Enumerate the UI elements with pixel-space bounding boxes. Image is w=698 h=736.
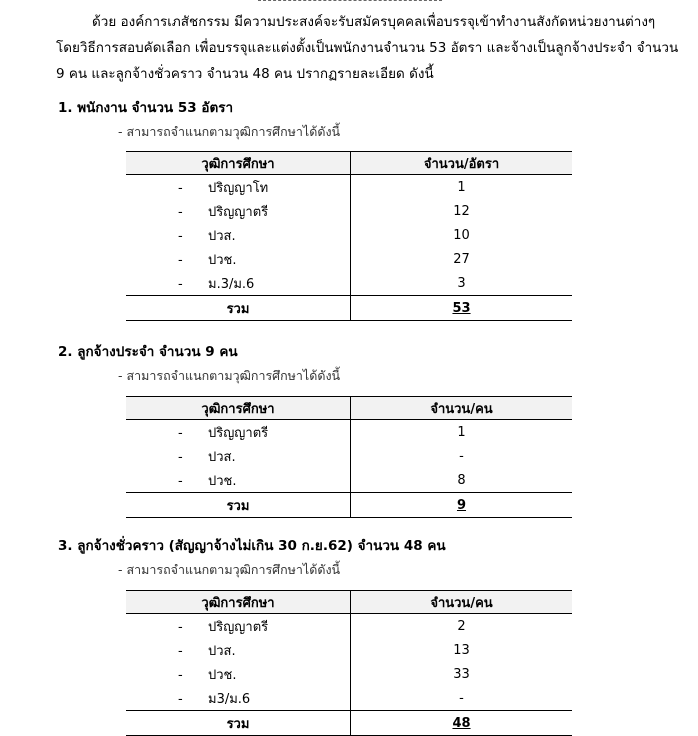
table-row: [126, 686, 572, 711]
row-dash: -: [178, 473, 183, 489]
col-header-qualification: วุฒิการศึกษา: [126, 152, 351, 175]
table-row: [126, 247, 572, 271]
row-level: ปริญญาตรี: [208, 619, 269, 635]
table-row: [126, 614, 572, 639]
total-row: [126, 711, 572, 736]
total-value: 53: [452, 300, 471, 316]
row-dash: -: [178, 449, 183, 465]
col-header-count: จำนวน/คน: [351, 591, 573, 614]
table-row: [126, 420, 572, 445]
row-dash: -: [178, 643, 183, 659]
intro-line-1: ด้วย องค์การเภสัชกรรม มีความประสงค์จะรับสมัครบุคคลเพื่อบรรจุเข้าทำงานสังกัดหน่วยงานต่างๆ: [92, 14, 656, 30]
table-row: [126, 444, 572, 468]
section-2-title: 2. ลูกจ้างประจำ จำนวน 9 คน: [58, 344, 238, 360]
row-dash: -: [178, 667, 183, 683]
total-row: [126, 296, 572, 321]
col-header-qualification: วุฒิการศึกษา: [126, 397, 351, 420]
row-dash: -: [178, 619, 183, 635]
row-count: 13: [453, 642, 470, 658]
total-label: รวม: [126, 493, 351, 518]
intro-line-2: โดยวิธีการสอบคัดเลือก เพื่อบรรจุและแต่งตั้งเป็นพนักงานจำนวน 53 อัตรา และจ้างเป็นลูกจ้างประจำ จำนวน: [56, 40, 679, 56]
table-row: [126, 175, 572, 200]
table-row: [126, 638, 572, 662]
table-row: [126, 271, 572, 296]
row-count: 12: [453, 203, 470, 219]
row-dash: -: [178, 276, 183, 292]
row-level: ปวส.: [208, 643, 236, 659]
row-count: 1: [457, 179, 466, 195]
section-3-table: [126, 590, 572, 736]
row-level: ปริญญาโท: [208, 180, 269, 196]
row-count: 33: [453, 666, 470, 682]
total-row: [126, 493, 572, 518]
row-level: ปริญญาตรี: [208, 204, 269, 220]
row-level: ม.3/ม.6: [208, 276, 255, 292]
row-level: ปริญญาตรี: [208, 425, 269, 441]
table-header-row: [126, 591, 572, 614]
section-1-title: 1. พนักงาน จำนวน 53 อัตรา: [58, 100, 234, 116]
table-header-row: [126, 397, 572, 420]
col-header-count: จำนวน/คน: [351, 397, 573, 420]
col-header-qualification: วุฒิการศึกษา: [126, 591, 351, 614]
table-row: [126, 199, 572, 223]
total-label: รวม: [126, 711, 351, 736]
row-count: 1: [457, 424, 466, 440]
row-count: -: [459, 448, 464, 464]
row-dash: -: [178, 228, 183, 244]
row-dash: -: [178, 180, 183, 196]
section-1-table: [126, 151, 572, 321]
section-3-subtitle: - สามารถจำแนกตามวุฒิการศึกษาได้ดังนี้: [118, 562, 341, 577]
row-count: 27: [453, 251, 470, 267]
row-dash: -: [178, 252, 183, 268]
col-header-count: จำนวน/อัตรา: [351, 152, 573, 175]
row-level: ปวส.: [208, 449, 236, 465]
row-dash: -: [178, 691, 183, 707]
row-level: ปวช.: [208, 667, 237, 683]
total-value: 9: [456, 497, 467, 513]
table-header-row: [126, 152, 572, 175]
table-row: [126, 662, 572, 686]
top-dashed-rule: [258, 0, 442, 4]
row-level: ปวส.: [208, 228, 236, 244]
row-level: ม3/ม.6: [208, 691, 251, 707]
total-label: รวม: [126, 296, 351, 321]
row-dash: -: [178, 204, 183, 220]
row-level: ปวช.: [208, 473, 237, 489]
row-count: 2: [457, 618, 466, 634]
row-count: 10: [453, 227, 470, 243]
section-3-title: 3. ลูกจ้างชั่วคราว (สัญญาจ้างไม่เกิน 30 ก.ย.62) จำนวน 48 คน: [58, 538, 446, 554]
row-count: 3: [457, 275, 466, 291]
row-level: ปวช.: [208, 252, 237, 268]
row-dash: -: [178, 425, 183, 441]
row-count: 8: [457, 472, 466, 488]
table-row: [126, 468, 572, 493]
section-2-table: [126, 396, 572, 518]
total-value: 48: [452, 715, 471, 731]
intro-line-3: 9 คน และลูกจ้างชั่วคราว จำนวน 48 คน ปรากฏรายละเอียด ดังนี้: [56, 66, 434, 82]
section-1-subtitle: - สามารถจำแนกตามวุฒิการศึกษาได้ดังนี้: [118, 124, 341, 139]
row-count: -: [459, 690, 464, 706]
table-row: [126, 223, 572, 247]
section-2-subtitle: - สามารถจำแนกตามวุฒิการศึกษาได้ดังนี้: [118, 368, 341, 383]
